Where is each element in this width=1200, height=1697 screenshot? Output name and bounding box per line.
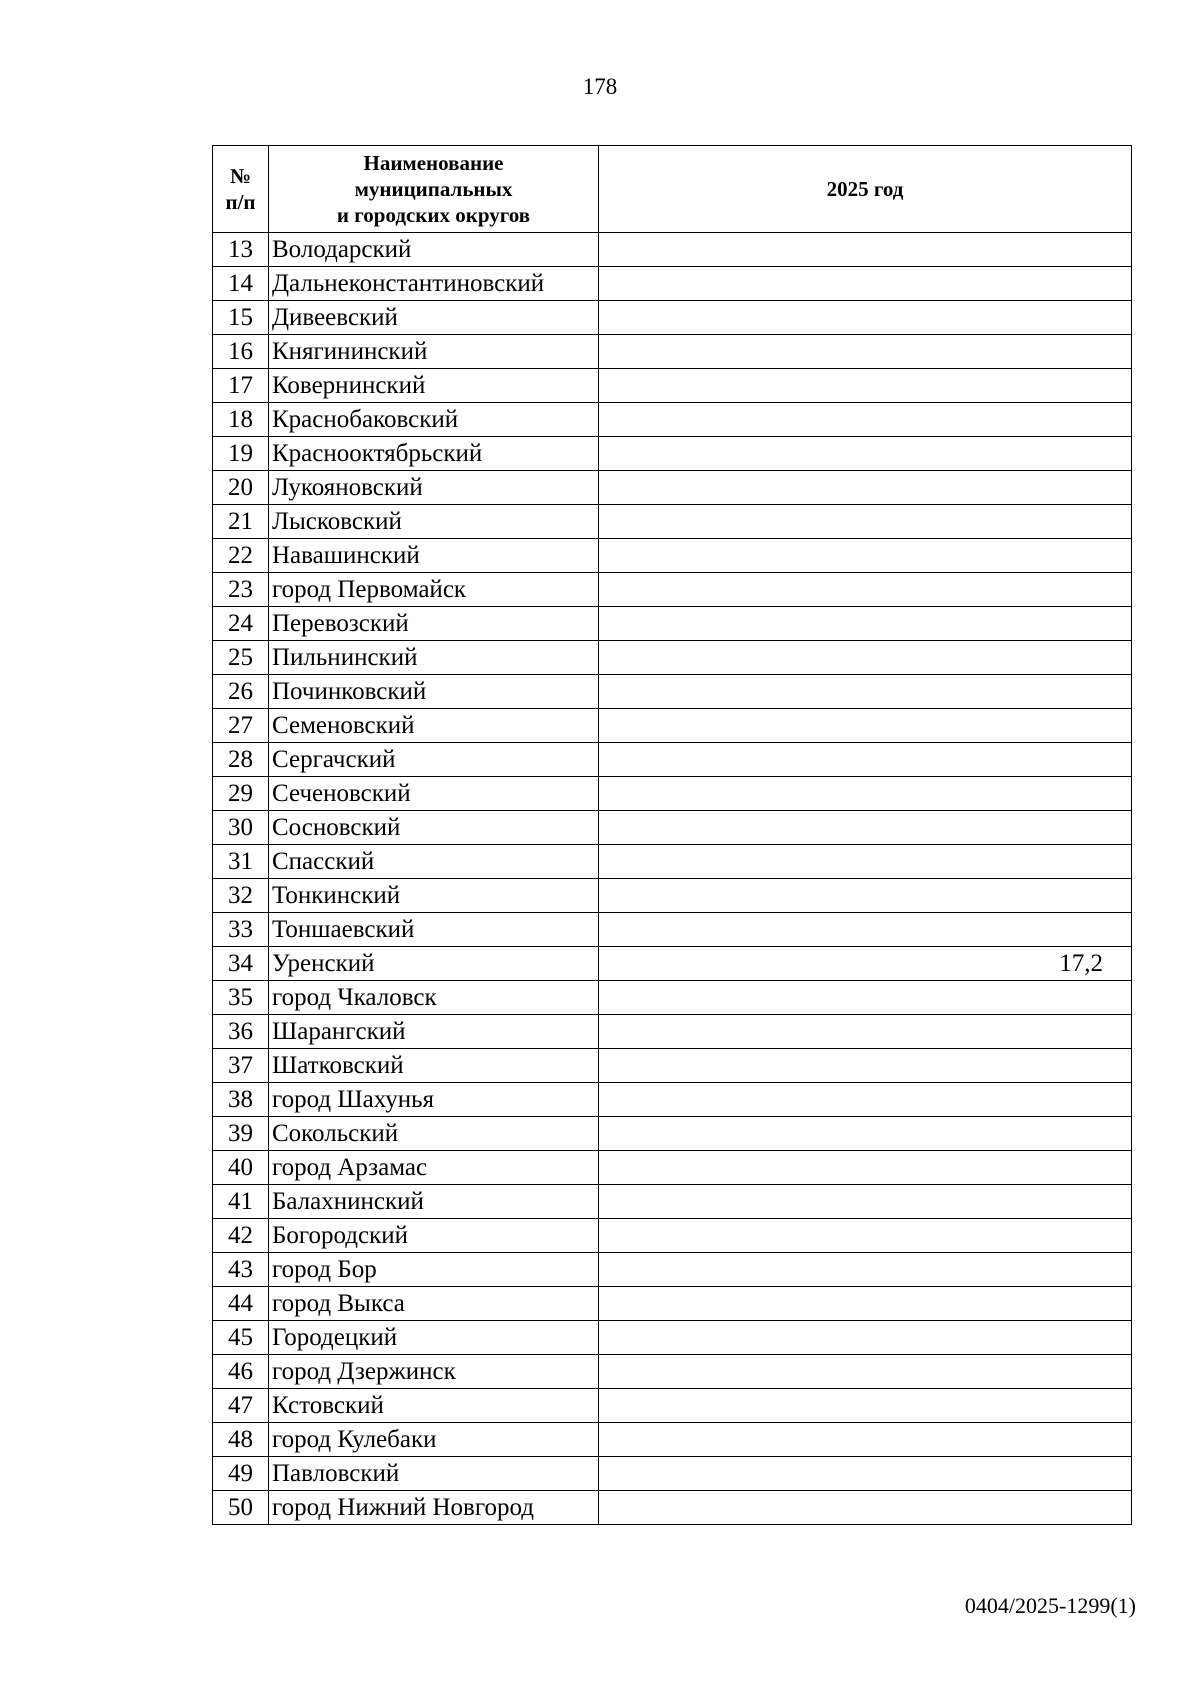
municipality-name: Уренский bbox=[269, 947, 599, 981]
table-body bbox=[213, 233, 1132, 1525]
table-row bbox=[213, 1423, 1132, 1457]
year-2025-value bbox=[599, 1083, 1132, 1117]
municipality-name: город Первомайск bbox=[269, 573, 599, 607]
row-number: 47 bbox=[213, 1389, 269, 1423]
year-2025-value bbox=[599, 1287, 1132, 1321]
row-number: 33 bbox=[213, 913, 269, 947]
row-number: 23 bbox=[213, 573, 269, 607]
municipality-name: Сокольский bbox=[269, 1117, 599, 1151]
year-2025-value bbox=[599, 607, 1132, 641]
row-number: 20 bbox=[213, 471, 269, 505]
year-2025-value bbox=[599, 1457, 1132, 1491]
row-number: 21 bbox=[213, 505, 269, 539]
row-number: 18 bbox=[213, 403, 269, 437]
municipality-name: город Дзержинск bbox=[269, 1355, 599, 1389]
municipality-name: город Бор bbox=[269, 1253, 599, 1287]
table-row bbox=[213, 267, 1132, 301]
row-number: 27 bbox=[213, 709, 269, 743]
municipality-name: город Шахунья bbox=[269, 1083, 599, 1117]
row-number: 49 bbox=[213, 1457, 269, 1491]
municipality-name: город Кулебаки bbox=[269, 1423, 599, 1457]
table-row bbox=[213, 505, 1132, 539]
table-row bbox=[213, 879, 1132, 913]
year-2025-value bbox=[599, 1049, 1132, 1083]
row-number: 29 bbox=[213, 777, 269, 811]
municipality-name: Сеченовский bbox=[269, 777, 599, 811]
table-row bbox=[213, 981, 1132, 1015]
municipality-name: Лукояновский bbox=[269, 471, 599, 505]
row-number: 25 bbox=[213, 641, 269, 675]
year-2025-value bbox=[599, 403, 1132, 437]
row-number: 13 bbox=[213, 233, 269, 267]
municipality-name: Краснооктябрьский bbox=[269, 437, 599, 471]
row-number: 19 bbox=[213, 437, 269, 471]
table-row bbox=[213, 641, 1132, 675]
municipality-name: Починковский bbox=[269, 675, 599, 709]
year-2025-value bbox=[599, 743, 1132, 777]
table-row bbox=[213, 1321, 1132, 1355]
table-row bbox=[213, 233, 1132, 267]
table-row bbox=[213, 947, 1132, 981]
document-code: 0404/2025-1299(1) bbox=[964, 1593, 1136, 1618]
year-2025-value bbox=[599, 1015, 1132, 1049]
municipality-name: Пильнинский bbox=[269, 641, 599, 675]
row-number: 26 bbox=[213, 675, 269, 709]
row-number: 16 bbox=[213, 335, 269, 369]
year-2025-value bbox=[599, 1389, 1132, 1423]
municipality-name: Краснобаковский bbox=[269, 403, 599, 437]
table-row bbox=[213, 1457, 1132, 1491]
year-2025-value bbox=[599, 539, 1132, 573]
table-row bbox=[213, 743, 1132, 777]
table-row bbox=[213, 1083, 1132, 1117]
municipality-name: Сосновский bbox=[269, 811, 599, 845]
table-row bbox=[213, 335, 1132, 369]
row-number: 42 bbox=[213, 1219, 269, 1253]
municipality-name: Спасский bbox=[269, 845, 599, 879]
year-2025-value bbox=[599, 471, 1132, 505]
municipality-name: Володарский bbox=[269, 233, 599, 267]
table-row bbox=[213, 1389, 1132, 1423]
year-2025-value bbox=[599, 335, 1132, 369]
year-2025-value bbox=[599, 913, 1132, 947]
year-2025-value bbox=[599, 811, 1132, 845]
municipality-name: Перевозский bbox=[269, 607, 599, 641]
row-number: 50 bbox=[213, 1491, 269, 1525]
year-2025-value bbox=[599, 233, 1132, 267]
page-number: 178 bbox=[582, 74, 618, 99]
row-number: 35 bbox=[213, 981, 269, 1015]
year-2025-value bbox=[599, 1151, 1132, 1185]
row-number: 48 bbox=[213, 1423, 269, 1457]
year-2025-value bbox=[599, 879, 1132, 913]
municipality-name: город Арзамас bbox=[269, 1151, 599, 1185]
table-row bbox=[213, 403, 1132, 437]
year-2025-value bbox=[599, 675, 1132, 709]
row-number: 24 bbox=[213, 607, 269, 641]
table-row bbox=[213, 1117, 1132, 1151]
table-row bbox=[213, 1219, 1132, 1253]
row-number: 36 bbox=[213, 1015, 269, 1049]
year-2025-value bbox=[599, 1491, 1132, 1525]
row-number: 22 bbox=[213, 539, 269, 573]
year-2025-value bbox=[599, 505, 1132, 539]
table-row bbox=[213, 471, 1132, 505]
table-row bbox=[213, 811, 1132, 845]
municipality-name: Семеновский bbox=[269, 709, 599, 743]
table-row bbox=[213, 573, 1132, 607]
municipality-name: Княгининский bbox=[269, 335, 599, 369]
table-row bbox=[213, 301, 1132, 335]
row-number: 46 bbox=[213, 1355, 269, 1389]
year-2025-value bbox=[599, 437, 1132, 471]
row-number: 17 bbox=[213, 369, 269, 403]
row-number: 43 bbox=[213, 1253, 269, 1287]
header-name: Наименование муниципальных и городских округов bbox=[269, 146, 599, 233]
table-row bbox=[213, 675, 1132, 709]
year-2025-value bbox=[599, 709, 1132, 743]
row-number: 15 bbox=[213, 301, 269, 335]
table-row bbox=[213, 607, 1132, 641]
municipality-name: Павловский bbox=[269, 1457, 599, 1491]
row-number: 40 bbox=[213, 1151, 269, 1185]
table-row bbox=[213, 1151, 1132, 1185]
year-2025-value bbox=[599, 1117, 1132, 1151]
municipality-name: Навашинский bbox=[269, 539, 599, 573]
municipality-name: Городецкий bbox=[269, 1321, 599, 1355]
year-2025-value bbox=[599, 777, 1132, 811]
year-2025-value bbox=[599, 369, 1132, 403]
municipality-name: Сергачский bbox=[269, 743, 599, 777]
table-row bbox=[213, 913, 1132, 947]
municipality-name: город Выкса bbox=[269, 1287, 599, 1321]
row-number: 45 bbox=[213, 1321, 269, 1355]
table-row bbox=[213, 369, 1132, 403]
municipality-name: Шатковский bbox=[269, 1049, 599, 1083]
row-number: 41 bbox=[213, 1185, 269, 1219]
municipality-name: Балахнинский bbox=[269, 1185, 599, 1219]
table-header-row bbox=[213, 146, 1132, 233]
municipality-name: Дальнеконстантиновский bbox=[269, 267, 599, 301]
year-2025-value bbox=[599, 1321, 1132, 1355]
table-row bbox=[213, 709, 1132, 743]
year-2025-value bbox=[599, 1253, 1132, 1287]
municipality-name: Тоншаевский bbox=[269, 913, 599, 947]
municipality-name: Шарангский bbox=[269, 1015, 599, 1049]
row-number: 34 bbox=[213, 947, 269, 981]
row-number: 30 bbox=[213, 811, 269, 845]
municipality-name: Лысковский bbox=[269, 505, 599, 539]
table-row bbox=[213, 539, 1132, 573]
header-num: № п/п bbox=[213, 146, 269, 233]
municipal-table bbox=[212, 145, 1132, 1525]
table-row bbox=[213, 1287, 1132, 1321]
table-row bbox=[213, 1253, 1132, 1287]
year-2025-value: 17,2 bbox=[599, 947, 1132, 981]
row-number: 37 bbox=[213, 1049, 269, 1083]
year-2025-value bbox=[599, 981, 1132, 1015]
row-number: 28 bbox=[213, 743, 269, 777]
table-row bbox=[213, 777, 1132, 811]
municipality-name: Ковернинский bbox=[269, 369, 599, 403]
row-number: 44 bbox=[213, 1287, 269, 1321]
year-2025-value bbox=[599, 301, 1132, 335]
table-row bbox=[213, 1491, 1132, 1525]
year-2025-value bbox=[599, 1423, 1132, 1457]
year-2025-value bbox=[599, 1355, 1132, 1389]
table-row bbox=[213, 1049, 1132, 1083]
table-row bbox=[213, 437, 1132, 471]
header-year: 2025 год bbox=[599, 146, 1132, 233]
municipality-name: Богородский bbox=[269, 1219, 599, 1253]
row-number: 32 bbox=[213, 879, 269, 913]
year-2025-value bbox=[599, 1219, 1132, 1253]
row-number: 39 bbox=[213, 1117, 269, 1151]
year-2025-value bbox=[599, 267, 1132, 301]
row-number: 31 bbox=[213, 845, 269, 879]
row-number: 14 bbox=[213, 267, 269, 301]
row-number: 38 bbox=[213, 1083, 269, 1117]
table-row bbox=[213, 1015, 1132, 1049]
municipality-name: Тонкинский bbox=[269, 879, 599, 913]
municipality-name: город Чкаловск bbox=[269, 981, 599, 1015]
table-row bbox=[213, 1355, 1132, 1389]
year-2025-value bbox=[599, 641, 1132, 675]
year-2025-value bbox=[599, 845, 1132, 879]
table-row bbox=[213, 1185, 1132, 1219]
year-2025-value bbox=[599, 1185, 1132, 1219]
municipality-name: Кстовский bbox=[269, 1389, 599, 1423]
municipality-name: Дивеевский bbox=[269, 301, 599, 335]
municipality-name: город Нижний Новгород bbox=[269, 1491, 599, 1525]
year-2025-value bbox=[599, 573, 1132, 607]
table-row bbox=[213, 845, 1132, 879]
